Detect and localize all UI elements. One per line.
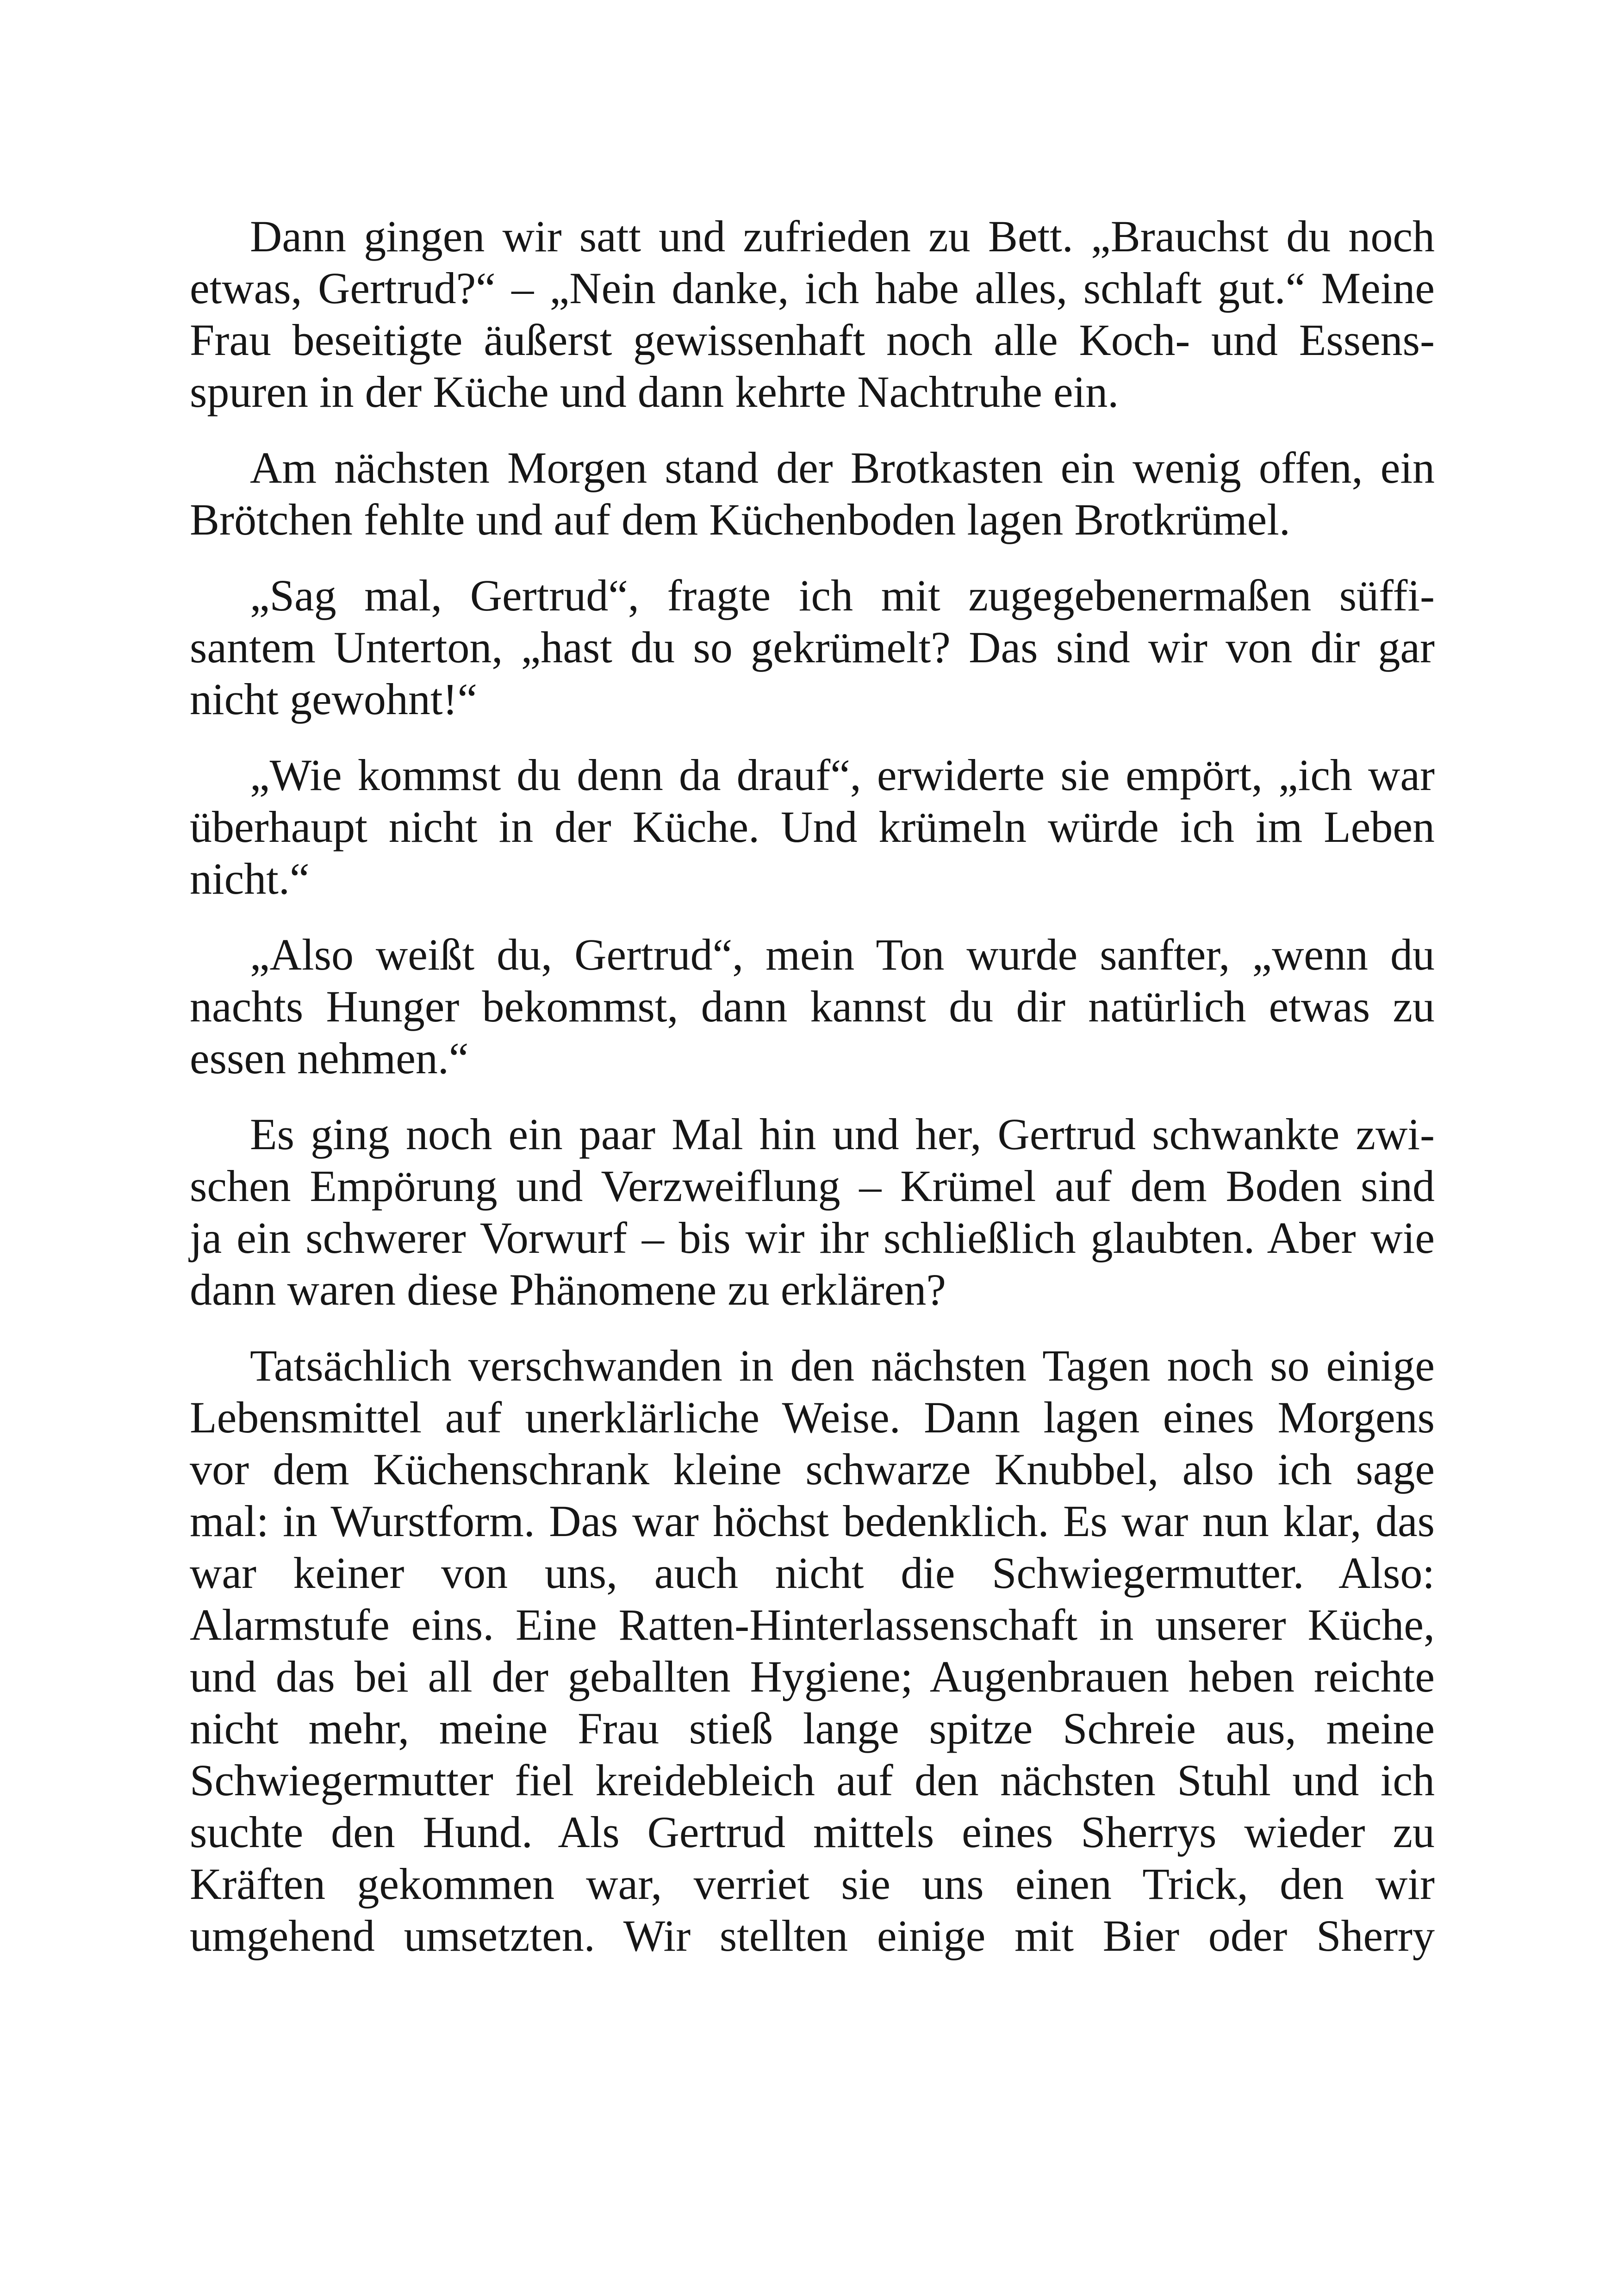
text-line: „Also weißt du, Gertrud“, mein Ton wurde sanfter, „wenn du [250,930,1435,979]
paragraph-1 [190,211,1435,418]
text-line: santem Unterton, „hast du so gekrümelt? Das sind wir von dir gar [190,622,1435,672]
book-page [190,211,1435,1986]
text-line: „Sag mal, Gertrud“, fragte ich mit zugegebenermaßen süffi- [250,571,1435,620]
paragraph-4 [190,749,1435,905]
text-line: Frau beseitigte äußerst gewissenhaft noch alle Koch- und Essens- [190,315,1435,365]
text-line: und das bei all der geballten Hygiene; Augenbrauen heben reichte [190,1652,1435,1701]
text-line: nicht mehr, meine Frau stieß lange spitze Schreie aus, meine [190,1704,1435,1753]
text-line: essen nehmen.“ [190,1033,469,1083]
text-line: Dann gingen wir satt und zufrieden zu Bett. „Brauchst du noch [250,212,1435,261]
text-line: Kräften gekommen war, verriet sie uns einen Trick, den wir [190,1859,1435,1909]
text-line: vor dem Küchenschrank kleine schwarze Knubbel, also ich sage [190,1444,1435,1494]
text-line: Am nächsten Morgen stand der Brotkasten ein wenig offen, ein [250,443,1435,492]
text-line: nicht gewohnt!“ [190,674,478,724]
text-line: war keiner von uns, auch nicht die Schwiegermutter. Also: [190,1548,1435,1598]
text-line: schen Empörung und Verzweiflung – Krümel auf dem Boden sind [190,1161,1435,1211]
text-line: überhaupt nicht in der Küche. Und krümeln würde ich im Leben [190,802,1435,852]
paragraph-7 [190,1340,1435,1962]
text-line: ja ein schwerer Vorwurf – bis wir ihr schließlich glaubten. Aber wie [190,1213,1435,1263]
paragraph-6 [190,1108,1435,1316]
text-line: nachts Hunger bekommst, dann kannst du dir natürlich etwas zu [190,982,1435,1031]
text-line: Tatsächlich verschwanden in den nächsten Tagen noch so einige [250,1341,1435,1390]
text-line: „Wie kommst du denn da drauf“, erwiderte sie empört, „ich war [250,750,1435,800]
paragraph-5 [190,929,1435,1084]
text-line: suchte den Hund. Als Gertrud mittels eines Sherrys wieder zu [190,1807,1435,1857]
text-line: Brötchen fehlte und auf dem Küchenboden lagen Brotkrümel. [190,495,1290,544]
text-line: nicht.“ [190,854,310,903]
text-line: Schwiegermutter fiel kreidebleich auf den nächsten Stuhl und ich [190,1755,1435,1805]
text-line: dann waren diese Phänomene zu erklären? [190,1265,946,1314]
text-line: etwas, Gertrud?“ – „Nein danke, ich habe alles, schlaft gut.“ Meine [190,263,1435,313]
paragraph-2 [190,442,1435,546]
text-line: Es ging noch ein paar Mal hin und her, Gertrud schwankte zwi- [250,1109,1435,1159]
text-line: umgehend umsetzten. Wir stellten einige mit Bier oder Sherry [190,1911,1435,1960]
text-line: Lebensmittel auf unerklärliche Weise. Dann lagen eines Morgens [190,1393,1435,1442]
text-line: mal: in Wurstform. Das war höchst bedenklich. Es war nun klar, das [190,1496,1435,1546]
text-line: spuren in der Küche und dann kehrte Nachtruhe ein. [190,367,1119,417]
text-line: Alarmstufe eins. Eine Ratten-Hinterlassenschaft in unserer Küche, [190,1600,1435,1649]
paragraph-3 [190,570,1435,725]
